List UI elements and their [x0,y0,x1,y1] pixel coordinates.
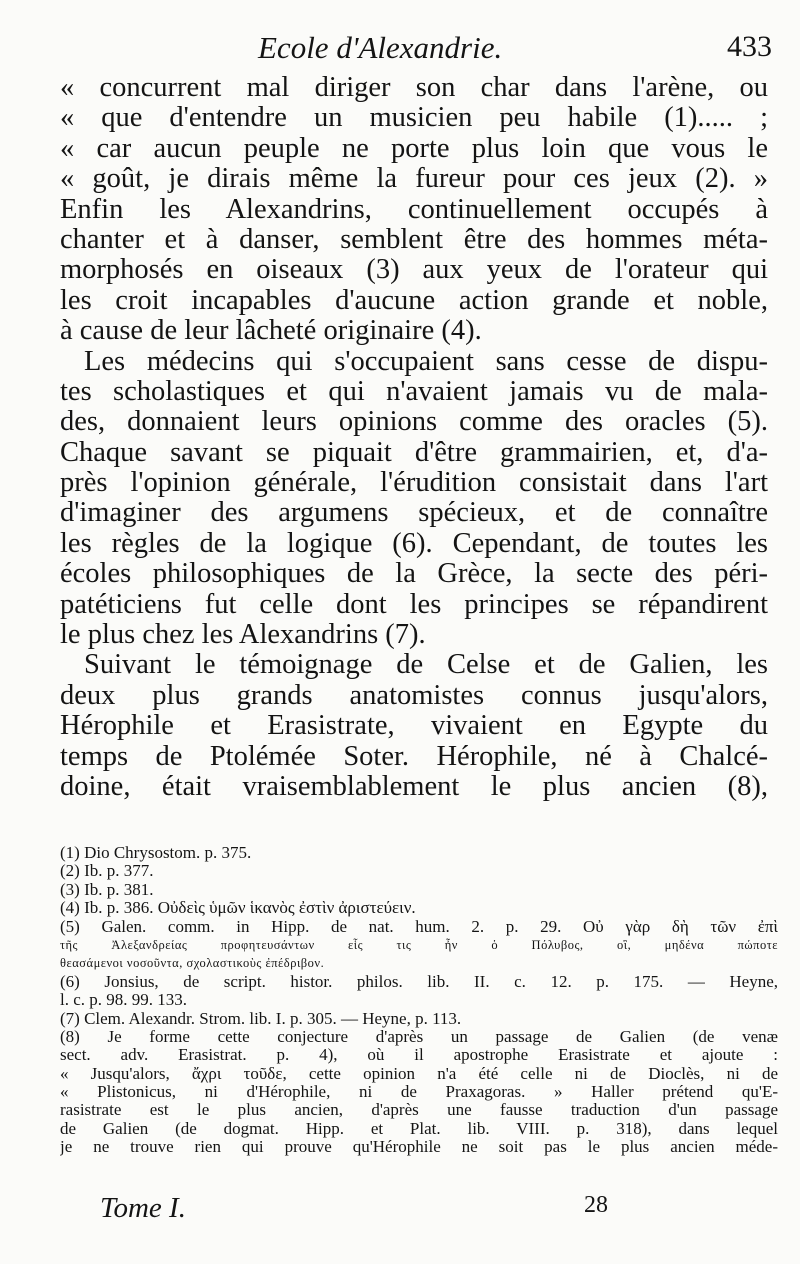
footnote-line: je ne trouve rien qui prouve qu'Hérophile ne soit pas le plus ancien méde- [60,1138,778,1157]
text-line: chanter et à danser, semblent être des hommes méta- [60,224,768,255]
text-line: deux plus grands anatomistes connus jusqu'alors, [60,680,768,711]
text-line: « goût, je dirais même la fureur pour ces jeux (2). » [60,164,768,195]
footnote-line: (7) Clem. Alexandr. Strom. lib. I. p. 305. — Heyne, p. 113. [60,1009,462,1028]
text-line: les règles de la logique (6). Cependant, de toutes les [60,528,768,559]
text-line: Enfin les Alexandrins, continuellement occupés à [60,194,768,225]
text-line: Chaque savant se piquait d'être grammairien, et, d'a- [60,437,768,468]
text-line: « que d'entendre un musicien peu habile (1)..... ; [60,103,768,134]
text-line: près l'opinion générale, l'érudition consistait dans l'art [60,468,768,499]
text-line: Hérophile et Erasistrate, vivaient en Egypte du [60,711,768,742]
footnote-line: τῆς Ἀλεξανδρείας προφητευσάντων εἷς τις ἦν ὁ Πόλυβος, οἳ, μηδένα πώποτε [60,937,778,952]
footnote-line: « Plistonicus, ni d'Hérophile, ni de Praxagoras. » Haller prétend qu'E- [60,1083,778,1102]
text-line: le plus chez les Alexandrins (7). [60,620,426,651]
text-line: « car aucun peuple ne porte plus loin que vous le [60,133,768,164]
footnotes [60,844,778,1157]
text-line: morphosés en oiseaux (3) aux yeux de l'orateur qui [60,255,768,286]
text-line: Suivant le témoignage de Celse et de Galien, les [84,650,768,681]
footnote-line: (6) Jonsius, de script. histor. philos. lib. II. c. 12. p. 175. — Heyne, [60,972,778,991]
footnote-line: (2) Ib. p. 377. [60,862,154,881]
page-number: 433 [727,30,772,63]
footnote-line: sect. adv. Erasistrat. p. 4), où il apostrophe Erasistrate et ajoute : [60,1046,778,1065]
text-line: d'imaginer des argumens spécieux, et de connaître [60,498,768,529]
footnote-line: « Jusqu'alors, ἄχρι τοῦδε, cette opinion n'a été celle ni de Dioclès, ni de [60,1064,778,1083]
footnote-line: (1) Dio Chrysostom. p. 375. [60,844,252,862]
text-line: des, donnaient leurs opinions comme des oracles (5). [60,407,768,438]
footnote-line: (8) Je forme cette conjecture d'après un passage de Galien (de venæ [60,1027,778,1046]
text-line: à cause de leur lâcheté originaire (4). [60,316,482,347]
text-line: écoles philosophiques de la Grèce, la secte des péri- [60,559,768,590]
footnote-line: (4) Ib. p. 386. Οὐδεὶς ὑμῶν ἱκανὸς ἐστὶν ἀριστεύειν. [60,899,416,918]
running-title: Ecole d'Alexandrie. [258,30,503,65]
text-line: tes scholastiques et qui n'avaient jamais vu de mala- [60,376,768,407]
text-line: « concurrent mal diriger son char dans l'arène, ou [60,73,768,103]
text-line: temps de Ptolémée Soter. Hérophile, né à Chalcé- [60,741,768,772]
page-header [60,30,772,70]
footnote-line: de Galien (de dogmat. Hipp. et Plat. lib. VIII. p. 318), dans lequel [60,1119,778,1138]
text-line: doine, était vraisemblablement le plus ancien (8), [60,771,768,802]
text-line: les croit incapables d'aucune action grande et noble, [60,285,768,316]
footnote-line: (5) Galen. comm. in Hipp. de nat. hum. 2. p. 29. Οὐ γὰρ δὴ τῶν ἐπὶ [60,917,778,936]
footnote-line: θεασάμενοι νοσοῦντα, σχολαστικοὺς ἐπέδριβον. [60,956,325,971]
text-line: patéticiens fut celle dont les principes se répandirent [60,589,768,620]
footnote-line: rasistrate est le plus ancien, d'après une fausse traduction d'un passage [60,1101,778,1120]
main-text [60,73,768,802]
sheet-number: 28 [584,1192,608,1218]
footnote-line: (3) Ib. p. 381. [60,880,154,899]
text-line: Les médecins qui s'occupaient sans cesse de dispu- [84,346,768,377]
footnote-line: l. c. p. 98. 99. 133. [60,991,188,1010]
volume-signature: Tome I. [100,1192,186,1224]
